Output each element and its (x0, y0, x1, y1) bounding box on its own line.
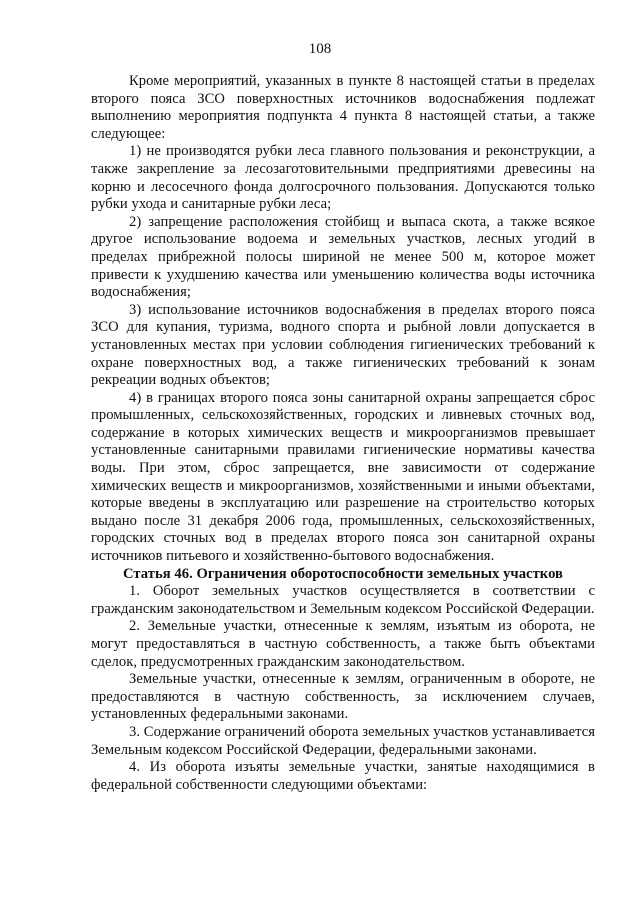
article-paragraph-2: 2. Земельные участки, отнесенные к землям, изъятым из оборота, не могут предоставляться в частную собственность, а также быть объектами сделок, предусмотренных гражданским законодательством. (91, 618, 595, 670)
article-paragraph-4: 4. Из оборота изъяты земельные участки, занятые находящимися в федеральной собственности следующими объектами: (91, 759, 595, 793)
paragraph-item-2: 2) запрещение расположения стойбищ и выпаса скота, а также всякое другое использование водоема и земельных участков, лесных угодий в пределах прибрежной полосы шириной не менее 500 м, которое может привести к ухудшению качества или уменьшению количества воды источника водоснабжения; (91, 213, 595, 301)
article-heading: Статья 46. Ограничения оборотоспособности земельных участков (123, 565, 563, 582)
article-paragraph-2-cont: Земельные участки, отнесенные к землям, ограниченным в обороте, не предоставляются в частную собственность, за исключением случаев, установленных федеральными законами. (91, 671, 595, 723)
paragraph-item-1: 1) не производятся рубки леса главного пользования и реконструкции, а также закрепление за лесозаготовительными предприятиями древесины на корню и лесосечного фонда долгосрочного пользования. Допускаются только рубки ухода и санитарные рубки леса; (91, 143, 595, 213)
paragraph-item-3: 3) использование источников водоснабжения в пределах второго пояса ЗСО для купания, туризма, водного спорта и рыбной ловли допускается в установленных местах при условии соблюдения гигиенических требований к охране поверхностных вод, а также гигиенических требований к зонам рекреации водных объектов; (91, 301, 595, 389)
article-paragraph-1: 1. Оборот земельных участков осуществляется в соответствии с гражданским законодательством и Земельным кодексом Российской Федерации. (91, 583, 595, 617)
paragraph-intro: Кроме мероприятий, указанных в пункте 8 настоящей статьи в пределах второго пояса ЗСО поверхностных источников водоснабжения подлежат выполнению мероприятия подпункта 4 пункта 8 настоящей статьи, а также следующее: (91, 73, 595, 142)
paragraph-item-4: 4) в границах второго пояса зоны санитарной охраны запрещается сброс промышленных, сельскохозяйственных, городских и ливневых сточных вод, содержание в которых химических веществ и микроорганизмов превышает установленные санитарными правилами гигиенические нормативы качества воды. При этом, сброс запрещается, вне зависимости от содержание химических веществ и микроорганизмов, хозяйственными и иными объектами, которые введены в эксплуатацию или разрешение на строительство которых выдано после 31 декабря 2006 года, промышленных, сельскохозяйственных, городских сточных вод в пределах второго пояса зон санитарной охраны источников питьевого и хозяйственно-бытового водоснабжения. (91, 389, 595, 565)
article-paragraph-3: 3. Содержание ограничений оборота земельных участков устанавливается Земельным кодексом Российской Федерации, федеральными законами. (91, 723, 595, 758)
page-number: 108 (308, 41, 332, 57)
document-body (91, 73, 595, 794)
